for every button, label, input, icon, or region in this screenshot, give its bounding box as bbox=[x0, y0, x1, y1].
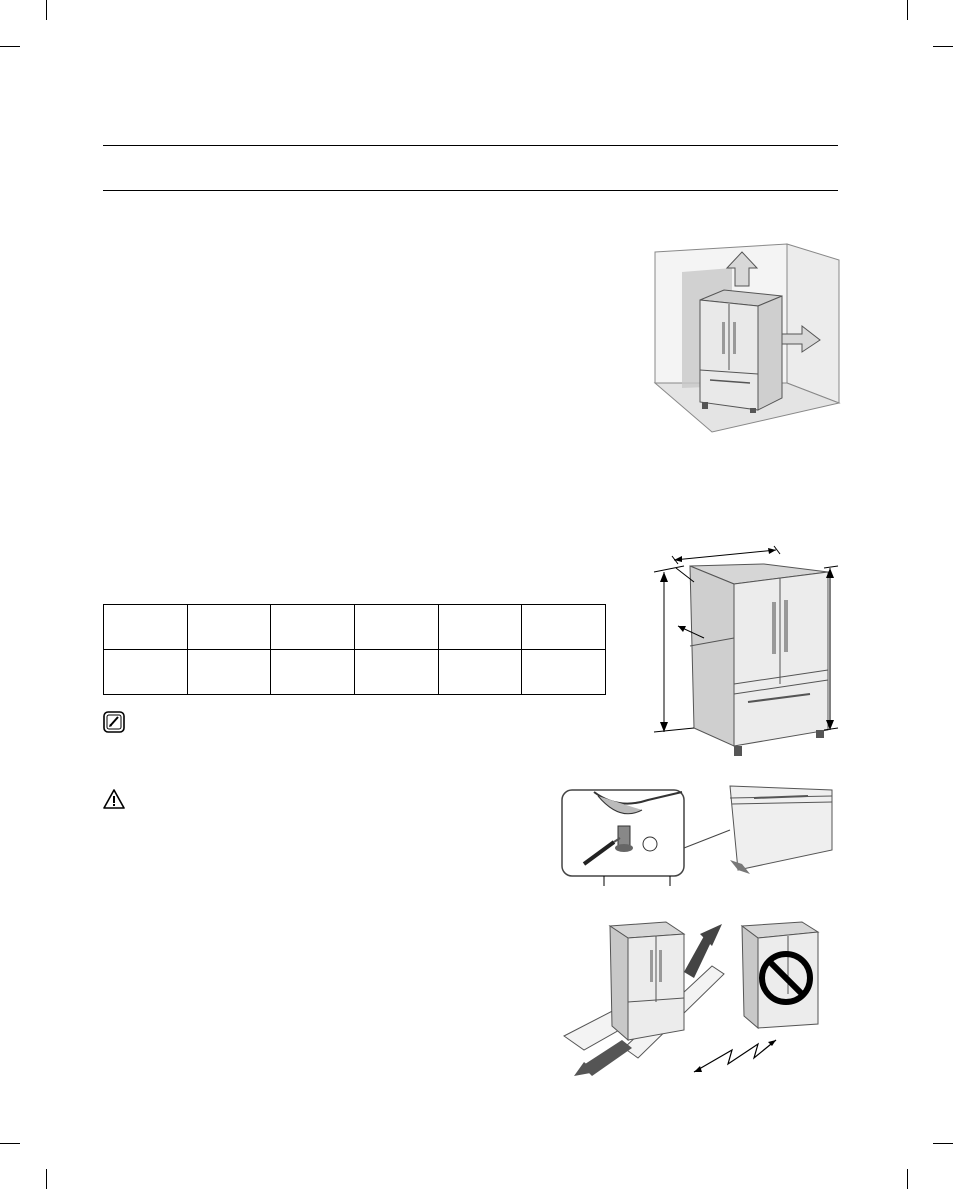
note-pencil-icon bbox=[103, 711, 125, 733]
table-cell bbox=[271, 605, 355, 650]
table-cell bbox=[522, 650, 606, 695]
crop-mark-bottom-right-h bbox=[933, 1143, 953, 1144]
table-cell bbox=[271, 650, 355, 695]
table-cell bbox=[187, 650, 271, 695]
fridge-dimensions-illustration bbox=[648, 542, 840, 762]
crop-mark-top-left-h bbox=[0, 46, 20, 47]
caution-triangle-icon bbox=[103, 789, 125, 809]
crop-mark-top-right-v bbox=[907, 0, 908, 20]
crop-mark-top-left-v bbox=[46, 0, 47, 20]
table-cell bbox=[354, 650, 438, 695]
table-row bbox=[104, 605, 606, 650]
table-cell bbox=[104, 650, 188, 695]
moving-fridge-illustration bbox=[562, 916, 828, 1082]
table-cell bbox=[187, 605, 271, 650]
table-cell bbox=[104, 605, 188, 650]
room-clearance-illustration bbox=[652, 238, 842, 434]
header-rule-bottom bbox=[103, 190, 838, 191]
crop-mark-bottom-left-h bbox=[0, 1143, 20, 1144]
table-cell bbox=[438, 605, 522, 650]
header-rule-top bbox=[103, 145, 838, 146]
table-cell bbox=[522, 605, 606, 650]
dimension-table bbox=[103, 604, 606, 695]
table-cell bbox=[438, 650, 522, 695]
crop-mark-bottom-left-v bbox=[46, 1169, 47, 1189]
table-row bbox=[104, 650, 606, 695]
leveling-foot-illustration bbox=[558, 782, 834, 886]
crop-mark-top-right-h bbox=[933, 46, 953, 47]
crop-mark-bottom-right-v bbox=[907, 1169, 908, 1189]
table-cell bbox=[354, 605, 438, 650]
section-title bbox=[103, 152, 838, 182]
